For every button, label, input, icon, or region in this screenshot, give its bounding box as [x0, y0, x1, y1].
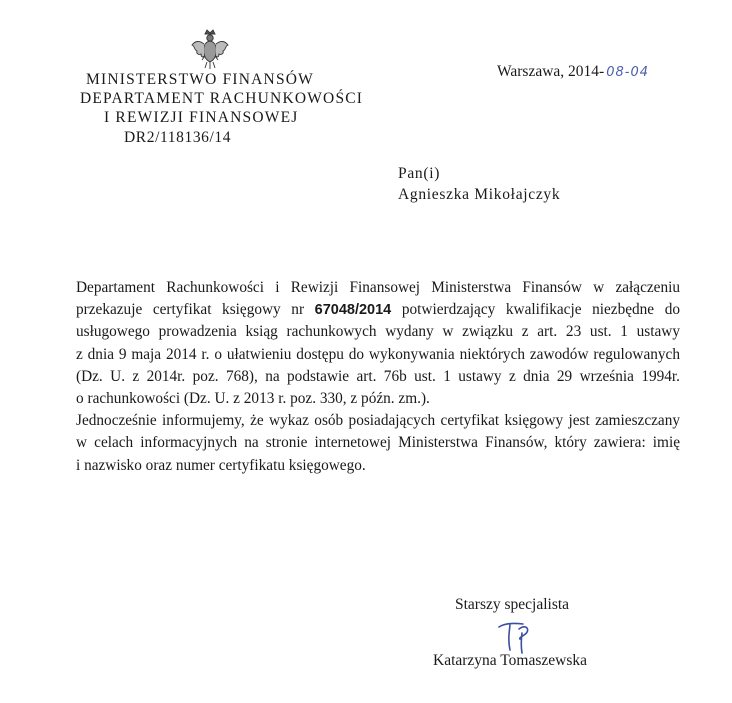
polish-eagle-emblem — [190, 28, 230, 70]
body-line: Departament Rachunkowości i Rewizji Finansowej Ministerstwa Finansów w załączeniu — [76, 279, 680, 296]
department-name-line1: DEPARTAMENT RACHUNKOWOŚCI — [80, 90, 364, 107]
signer-role: Starszy specjalista — [455, 596, 570, 613]
reference-number: DR2/118136/14 — [124, 129, 232, 146]
body-line: i nazwisko oraz numer certyfikatu księgowego. — [76, 456, 366, 474]
body-line: Jednocześnie informujemy, że wykaz osób posiadających certyfikat księgowy jest zamieszczany — [76, 412, 680, 430]
body-text-fragment: potwierdzający kwalifikacje niezbędne do — [391, 301, 680, 319]
body-line: usługowego prowadzenia ksiąg rachunkowych wydany w związku z art. 23 ust. 1 ustawy — [76, 323, 680, 341]
body-line: o rachunkowości (Dz. U. z 2013 r. poz. 330, z późn. zm.). — [76, 390, 430, 408]
body-line: (Dz. U. z 2014r. poz. 768), na podstawie art. 76b ust. 1 ustawy z dnia 29 września 1994r. — [76, 367, 680, 385]
department-name-line2: I REWIZJI FINANSOWEJ — [104, 109, 299, 126]
paragraph-2 — [76, 410, 680, 477]
body-line-certificate — [76, 299, 680, 321]
date-handwritten: 08-04 — [606, 65, 649, 80]
body-text-fragment: przekazuje certyfikat księgowy nr — [76, 301, 315, 319]
date-line — [497, 63, 649, 81]
body-line: z dnia 9 maja 2014 r. o ułatwieniu dostępu do wykonywania niektórych zawodów regulowanych — [76, 345, 680, 363]
recipient-salutation: Pan(i) — [398, 165, 441, 182]
ministry-name: MINISTERSTWO FINANSÓW — [86, 71, 314, 88]
certificate-number: 67048/2014 — [314, 302, 392, 319]
signer-name: Katarzyna Tomaszewska — [433, 652, 587, 669]
handwritten-signature — [493, 617, 539, 657]
recipient-name: Agnieszka Mikołajczyk — [398, 186, 561, 203]
letter-body — [76, 277, 680, 477]
paragraph-1 — [76, 277, 680, 410]
body-line: w celach informacyjnych na stronie internetowej Ministerstwa Finansów, który zawiera: imię — [76, 434, 680, 452]
date-printed: Warszawa, 2014- — [497, 63, 605, 80]
